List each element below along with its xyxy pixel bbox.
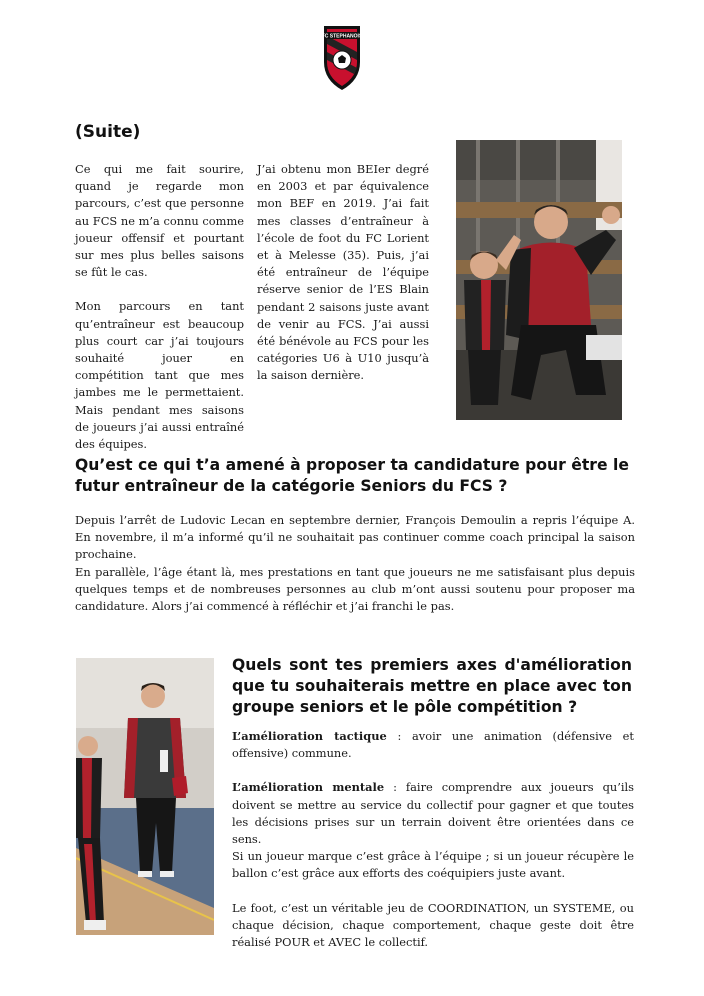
mentale-text: : faire comprendre aux joueurs qu’ils doivent se mettre au service du collectif pour gagner et que toutes les décisions prises sur un terrain doivent être orientées dans ce sens. xyxy=(232,780,634,847)
coach-gym-photo xyxy=(76,658,214,935)
question-heading: Quels sont tes premiers axes d'amélioration que tu souhaiterais mettre en place avec ton groupe seniors et le pôle compétition ? xyxy=(232,656,632,716)
question-heading: Qu’est ce qui t’a amené à proposer ta candidature pour être le futur entraîneur de la catégorie Seniors du FCS ? xyxy=(75,456,629,495)
section-title: (Suite) xyxy=(75,122,141,142)
paragraph: Si un joueur marque c’est grâce à l’équipe ; si un joueur récupère le ballon c’est grâce aux efforts des coéquipiers juste avant. xyxy=(232,849,634,881)
club-logo xyxy=(321,22,363,92)
paragraph: Le foot, c’est un véritable jeu de COORDINATION, un SYSTEME, ou chaque décision, chaque comportement, chaque geste doit être réalisé POUR et AVEC le collectif. xyxy=(232,900,634,950)
paragraph xyxy=(232,779,634,848)
coach-bench-photo xyxy=(456,140,622,420)
mentale-label: L’amélioration mentale xyxy=(232,780,385,795)
answer-block xyxy=(75,512,635,615)
paragraph: Mon parcours en tant qu’entraîneur est beaucoup plus court car j’ai toujours souhaité jouer en compétition tant que mes jambes me le permettaient. Mais pendant mes saisons de joueurs j’ai aussi entraîné des équipes. xyxy=(75,299,244,452)
svg-text:FC STEPHANOIS: FC STEPHANOIS xyxy=(321,33,363,40)
paragraph: Ce qui me fait sourire, quand je regarde mon parcours, c’est que personne au FCS ne m’a connu comme joueur offensif et pourtant sur mes plus belles saisons se fût le cas. xyxy=(75,162,244,280)
paragraph xyxy=(232,728,634,762)
tactique-text: : avoir une animation (défensive et offensive) commune. xyxy=(232,729,634,761)
paragraph: Depuis l’arrêt de Ludovic Lecan en septembre dernier, François Demoulin a repris l’équipe A. En novembre, il m’a informé qu’il ne souhaitait pas continuer comme coach principal la saison prochaine. xyxy=(75,513,635,562)
intro-column-left xyxy=(75,161,244,453)
paragraph: En parallèle, l’âge étant là, mes prestations en tant que joueurs ne me satisfaisant plus depuis quelques temps et de nombreuses personnes au club m’ont aussi soutenu pour proposer ma candidature. Alors j’ai commencé à réfléchir et j’ai franchi le pas. xyxy=(75,564,635,614)
answer-block xyxy=(232,728,634,951)
paragraph: J’ai obtenu mon BEIer degré en 2003 et par équivalence mon BEF en 2019. J’ai fait mes classes d’entraîneur à l’école de foot du FC Lorient et à Melesse (35). Puis, j’ai été entraîneur de l’équipe réserve senior de l’ES Blain pendant 2 saisons juste avant de venir au FCS. J’ai aussi été bénévole au FCS pour les catégories U6 à U10 jusqu’à la saison dernière. xyxy=(257,162,429,383)
intro-column-middle xyxy=(257,161,429,385)
tactique-label: L’amélioration tactique xyxy=(232,729,387,743)
